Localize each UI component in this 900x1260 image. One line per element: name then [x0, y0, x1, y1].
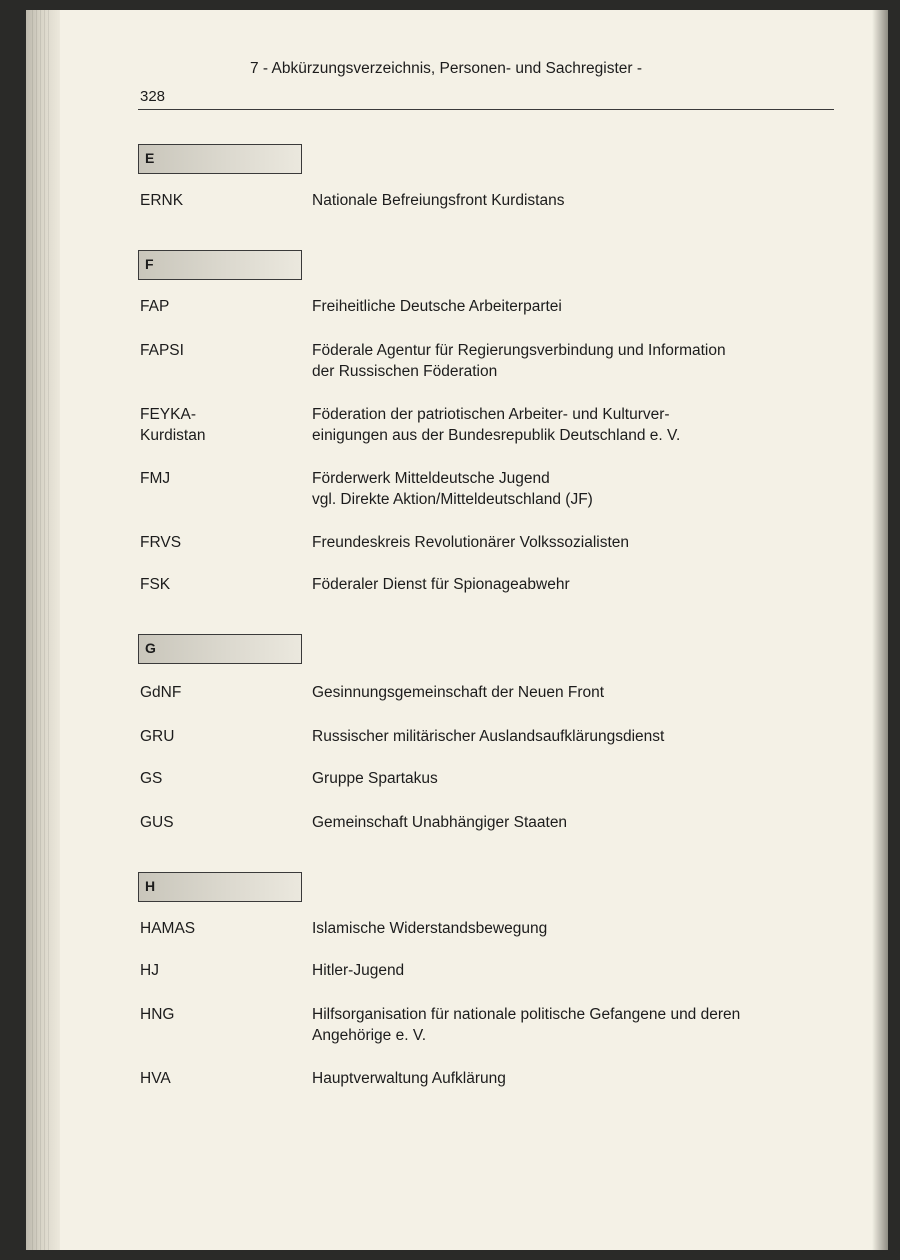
abbreviation: GS [140, 770, 163, 787]
abbreviation: FAP [140, 298, 170, 315]
header-rule [138, 109, 834, 110]
abbreviation: HAMAS [140, 920, 196, 937]
abbreviation-description: Freundeskreis Revolutionärer Volkssozialisten [312, 534, 630, 551]
book-binding [26, 10, 60, 1250]
abbreviation-description: Gruppe Spartakus [312, 770, 438, 787]
abbreviation-description: Föderale Agentur für Regierungsverbindung und Information der Russischen Föderation [312, 342, 726, 380]
abbreviation-description: Russischer militärischer Auslandsaufklärungsdienst [312, 728, 665, 745]
page-number: 328 [140, 88, 166, 105]
abbreviation: FMJ [140, 470, 171, 487]
abbreviation: GUS [140, 814, 174, 831]
page-edge-shadow [872, 10, 888, 1250]
section-letter-f: F [138, 250, 302, 280]
abbreviation: FEYKA- Kurdistan [140, 406, 206, 444]
abbreviation-description: Föderation der patriotischen Arbeiter- und Kulturver- einigungen aus der Bundesrepublik Deutschland e. V. [312, 406, 681, 444]
abbreviation: GdNF [140, 684, 182, 701]
abbreviation-description: Gesinnungsgemeinschaft der Neuen Front [312, 684, 605, 701]
abbreviation: HJ [140, 962, 159, 979]
section-letter-h: H [138, 872, 302, 902]
abbreviation: GRU [140, 728, 175, 745]
running-head: 7 - Abkürzungsverzeichnis, Personen- und Sachregister - [250, 60, 643, 77]
abbreviation-description: Hitler-Jugend [312, 962, 405, 979]
book-page [26, 10, 888, 1250]
section-letter-e: E [138, 144, 302, 174]
abbreviation-description: Föderaler Dienst für Spionageabwehr [312, 576, 570, 593]
abbreviation: FRVS [140, 534, 182, 551]
section-letter-g: G [138, 634, 302, 664]
abbreviation-description: Hilfsorganisation für nationale politische Gefangene und deren Angehörige e. V. [312, 1006, 741, 1044]
abbreviation: ERNK [140, 192, 184, 209]
abbreviation: FSK [140, 576, 171, 593]
abbreviation-description: Förderwerk Mitteldeutsche Jugend vgl. Direkte Aktion/Mitteldeutschland (JF) [312, 470, 593, 508]
abbreviation: HNG [140, 1006, 175, 1023]
abbreviation: FAPSI [140, 342, 184, 359]
abbreviation-description: Nationale Befreiungsfront Kurdistans [312, 192, 565, 209]
abbreviation-description: Hauptverwaltung Aufklärung [312, 1070, 506, 1087]
abbreviation: HVA [140, 1070, 171, 1087]
abbreviation-description: Islamische Widerstandsbewegung [312, 920, 548, 937]
abbreviation-description: Gemeinschaft Unabhängiger Staaten [312, 814, 568, 831]
abbreviation-description: Freiheitliche Deutsche Arbeiterpartei [312, 298, 562, 315]
